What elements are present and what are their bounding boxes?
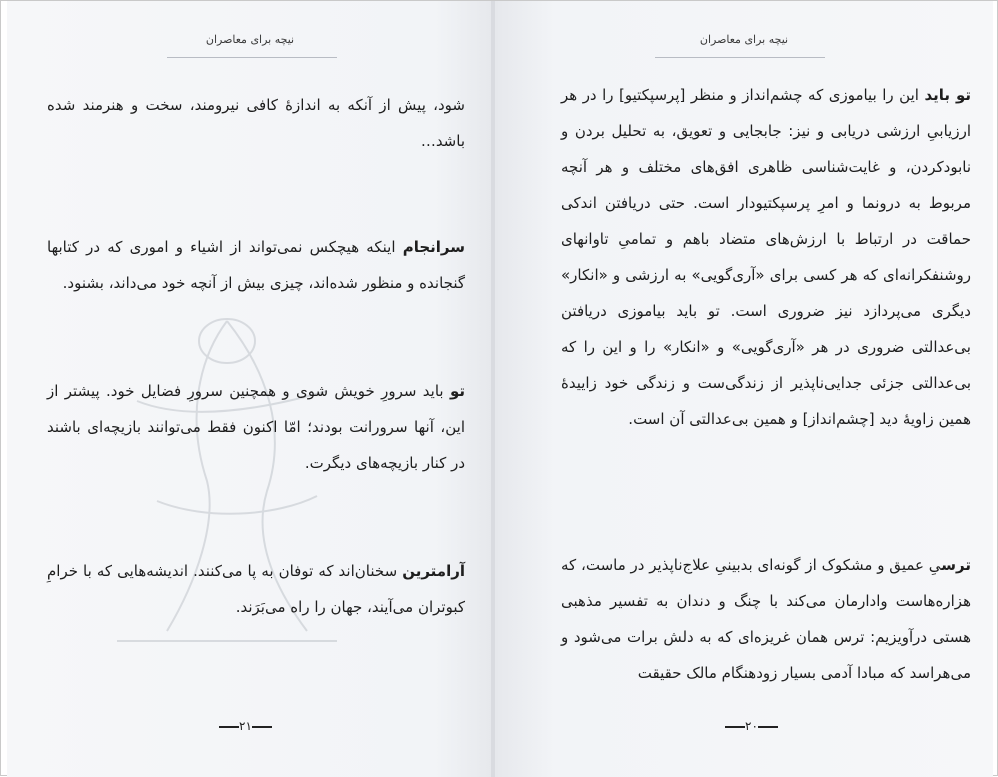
head-rule: [655, 57, 825, 58]
right-page: [495, 1, 993, 777]
paragraph-text: اینکه هیچکس نمی‌تواند از اشیاء و اموری که در کتابها گنجانده و منظور شده‌اند، چیزی بیش از آنچه خود می‌داند، بشنود.: [47, 238, 465, 292]
paragraph-lead: تو باید: [924, 86, 971, 104]
left-page: [7, 1, 493, 777]
folio-dash: [725, 726, 745, 728]
page-number: [219, 719, 272, 733]
paragraph-text: باید سرورِ خویش شوی و همچنین سرورِ فضایل خود. پیشتر از این، آنها سرورانت بودند؛ امّا اکنون فقط می‌توانند بازیچه‌ای باشند در کنار بازیچه‌های دیگرت.: [47, 382, 465, 472]
paragraph-text: شود، پیش از آنکه به اندازهٔ کافی نیرومند، سخت و هنرمند شده باشد…: [47, 96, 465, 150]
paragraph-lead: ترس: [941, 556, 971, 574]
paragraph-1: [47, 87, 465, 159]
running-head: نیچه برای معاصران: [205, 33, 295, 46]
page-number-text: ۲۰: [745, 719, 758, 733]
folio-dash: [252, 726, 272, 728]
page-number-text: ۲۱: [239, 719, 252, 733]
head-rule: [167, 57, 337, 58]
folio-dash: [219, 726, 239, 728]
page-number: [725, 719, 778, 733]
paragraph-text: یِ عمیق و مشکوک از گونه‌ای بدبینیِ علاج‌ناپذیر در ماست، که هزاره‌هاست وادارمان می‌کند با چنگ و دندان به تفسیر مذهبی هستی درآویزیم: ترس همان غریزه‌ای که به دلش برات می‌شود و می‌هراسد که مبادا آدمی بسیار زودهنگام مالک حقیقت: [561, 556, 971, 682]
running-head: نیچه برای معاصران: [699, 33, 789, 46]
paragraph-text: این را بیاموزی که چشم‌انداز و منظر [پرسپکتیو] را در هر ارزیابیِ ارزشی دریابی و نیز: جابجایی و تعویق، به تحلیل بردن و نابودکردن، و غایت‌شناسی ظاهری افق‌های مختلف و هر آنچه مربوط به درونما و امرِ پرسپکتیودار است. حتی دریافتن اندکی حماقت در ارتباط با ارزش‌های متضاد باهم و تمامیِ تاوانهای روشنفکرانه‌ای که هر کسی برای «آری‌گویی» به ارزشی و «انکار» دیگری می‌پردازد نیز ضروری است. تو باید بیاموزی دریافتن بی‌عدالتی ضروری در هر «آری‌گویی» و «انکار» را و این را که بی‌عدالتی جزئی جدایی‌ناپذیر از زندگی‌ست و زندگی خود زاییدهٔ همین زاویهٔ دید [چشم‌انداز] و همین بی‌عدالتی آن است.: [561, 86, 971, 428]
folio-dash: [758, 726, 778, 728]
paragraph-3: [47, 373, 465, 481]
paragraph-2: [47, 229, 465, 301]
paragraph-lead: آرامترین: [402, 562, 465, 580]
paragraph-4: [47, 553, 465, 625]
paragraph-lead: تو: [449, 382, 465, 400]
paragraph-1: [561, 77, 971, 437]
paragraph-text: سخنان‌اند که توفان به پا می‌کنند. اندیشه‌هایی که با خرامِ کبوتران می‌آیند، جهان را راه می‌بَرَند.: [47, 562, 465, 616]
paragraph-lead: سرانجام: [402, 238, 465, 256]
paragraph-2: [561, 547, 971, 691]
